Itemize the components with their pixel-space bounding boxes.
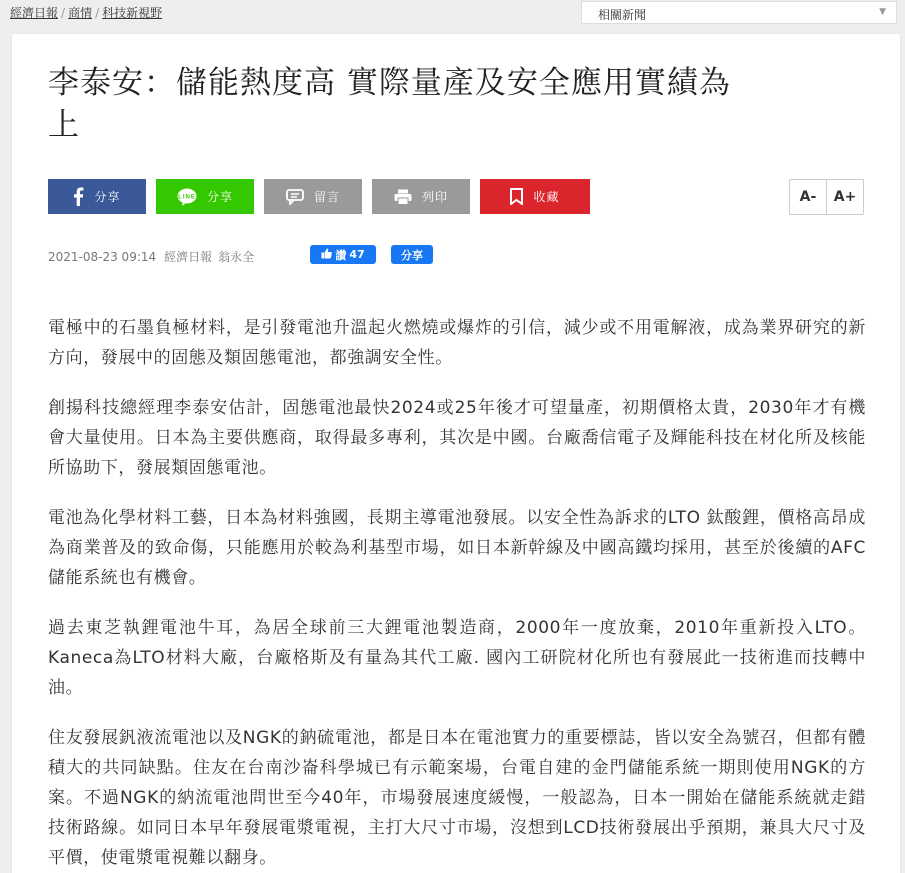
fb-like-count: 47 (349, 248, 365, 261)
thumbs-up-icon (321, 248, 332, 262)
favorite-label: 收藏 (533, 190, 560, 204)
bookmark-icon (510, 188, 523, 205)
article-source: 經濟日報 (164, 250, 213, 264)
related-news-select[interactable] (581, 1, 897, 24)
print-label: 列印 (421, 190, 448, 204)
favorite-button[interactable] (480, 179, 590, 214)
font-size-control (789, 179, 864, 215)
line-share-button[interactable] (156, 179, 254, 214)
comment-icon (286, 189, 304, 205)
line-share-label: 分享 (206, 190, 233, 204)
comment-label: 留言 (313, 190, 340, 204)
facebook-icon (73, 187, 84, 206)
fb-share-button[interactable]: 分享 (391, 245, 433, 264)
top-bar (0, 0, 905, 26)
breadcrumb-separator: / (95, 6, 100, 20)
facebook-share-button[interactable] (48, 179, 146, 214)
breadcrumb-link-tech[interactable]: 科技新視野 (102, 6, 163, 20)
article-paragraph: 電極中的石墨負極材料，是引發電池升溫起火燃燒或爆炸的引信，減少或不用電解液，成為業界研究的新方向，發展中的固態及類固態電池，都強調安全性。 (48, 318, 866, 368)
facebook-share-label: 分享 (94, 190, 121, 204)
article-paragraph: 過去東芝執鋰電池牛耳，為居全球前三大鋰電池製造商，2000年一度放棄，2010年重新投入LTO。Kaneca為LTO材料大廠，台廠格斯及有量為其代工廠. 國內工研院材化所也有發展此一技術進而技轉中油。 (48, 618, 866, 698)
article-paragraph: 創揚科技總經理李泰安估計，固態電池最快2024或25年後才可望量產，初期價格太貴，2030年才有機會大量使用。日本為主要供應商，取得最多專利，其次是中國。台廠喬信電子及輝能科技在材化所及核能所協助下，發展類固態電池。 (48, 398, 866, 478)
breadcrumb-link-edn[interactable]: 經濟日報 (10, 6, 59, 20)
font-decrease-button[interactable]: A- (799, 189, 817, 205)
comment-button[interactable] (264, 179, 362, 214)
fb-like-button[interactable] (310, 245, 376, 264)
article-paragraph: 電池為化學材料工藝，日本為材料強國，長期主導電池發展。以安全性為訴求的LTO 鈦酸鋰，價格高昂成為商業普及的致命傷，只能應用於較為利基型市場，如日本新幹線及中國高鐵均採用，甚至於後續的AFC儲能系統也有機會。 (48, 508, 866, 588)
breadcrumb-separator: / (61, 6, 66, 20)
fb-like-label: 讚 (335, 248, 347, 262)
printer-icon (394, 189, 412, 205)
svg-text:LINE: LINE (178, 194, 196, 200)
article-body (48, 313, 866, 873)
line-icon (177, 188, 197, 206)
article-meta (48, 248, 254, 265)
article-title: 李泰安：儲能熱度高 實際量產及安全應用實績為上 (48, 65, 731, 143)
breadcrumb-link-business[interactable]: 商情 (68, 6, 93, 20)
chevron-down-icon: ▼ (879, 7, 886, 17)
print-button[interactable] (372, 179, 470, 214)
publish-date: 2021-08-23 09:14 (48, 249, 157, 264)
font-increase-button[interactable]: A+ (826, 180, 863, 214)
article-paragraph: 住友發展釩液流電池以及NGK的鈉硫電池，都是日本在電池實力的重要標誌，皆以安全為號召，但都有體積大的共同缺點。住友在台南沙崙科學城已有示範案場，台電自建的金門儲能系統一期則使用NGK的方案。不過NGK的納流電池問世至今40年，市場發展速度緩慢，一般認為，日本一開始在儲能系統就走錯技術路線。如同日本早年發展電漿電視，主打大尺寸市場，沒想到LCD技術發展出乎預期，兼具大尺寸及平價，使電漿電視難以翻身。 (48, 728, 866, 868)
article-author: 翁永全 (218, 250, 255, 264)
breadcrumb (10, 4, 162, 21)
related-news-label: 相關新聞 (598, 8, 647, 22)
